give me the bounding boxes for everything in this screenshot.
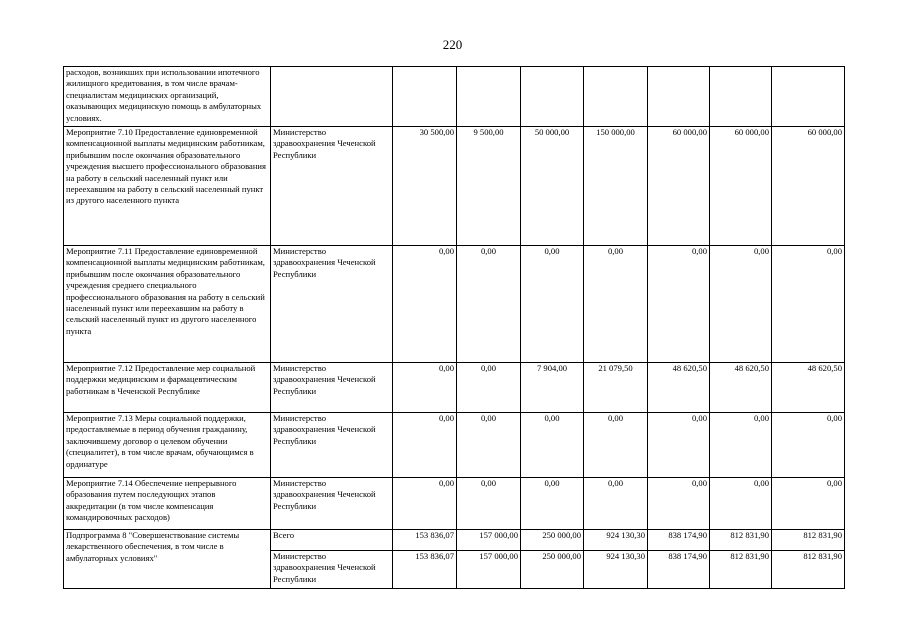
value-cell: 60 000,00 [772,127,845,246]
value-cell: 0,00 [772,413,845,478]
value-cell: 838 174,90 [648,530,710,551]
value-cell: 812 831,90 [710,530,772,551]
value-cell: 9 500,00 [457,127,521,246]
value-cell: 50 000,00 [521,127,584,246]
value-cell: 7 904,00 [521,363,584,413]
value-cell: 0,00 [710,413,772,478]
value-cell: 157 000,00 [457,551,521,589]
value-cell: 0,00 [710,478,772,530]
value-cell: 0,00 [393,246,457,363]
value-cell: 0,00 [772,246,845,363]
value-cell: 60 000,00 [710,127,772,246]
value-cell: 0,00 [710,246,772,363]
value-cell: 812 831,90 [772,530,845,551]
value-cell: 924 130,30 [584,530,648,551]
table-row [64,246,845,363]
value-cell: 0,00 [772,478,845,530]
table-row [64,127,845,246]
value-cell [648,67,710,127]
value-cell [521,67,584,127]
page-number: 220 [442,37,463,52]
value-cell: 153 836,07 [393,551,457,589]
value-cell: 48 620,50 [648,363,710,413]
value-cell: 0,00 [648,413,710,478]
value-cell [457,67,521,127]
responsible-org: Всего [271,530,393,551]
value-cell: 0,00 [457,363,521,413]
value-cell: 48 620,50 [772,363,845,413]
value-cell [393,67,457,127]
responsible-org: Министерство здравоохранения Чеченской Республики [271,127,393,246]
value-cell [710,67,772,127]
value-cell: 153 836,07 [393,530,457,551]
activity-description: Мероприятие 7.12 Предоставление мер социальной поддержки медицинским и фармацевтическим работникам в Чеченской Республике [64,363,271,413]
value-cell: 0,00 [521,478,584,530]
value-cell: 0,00 [457,478,521,530]
activity-description: Мероприятие 7.10 Предоставление единовременной компенсационной выплаты медицинским работникам, прибывшим после окончания образовательного учреждения высшего профессионального образования на работу в сельский населенный пункт или переехавшим на работу в сельский населенный пункт из другого населенного пункта [64,127,271,246]
table-row [64,363,845,413]
activity-description: Мероприятие 7.13 Меры социальной поддержки, предоставляемые в период обучения гражданину, заключившему договор о целевом обучении (специалитет), в том числе врачам, обучающимся в ординатуре [64,413,271,478]
responsible-org: Министерство здравоохранения Чеченской Республики [271,551,393,589]
value-cell: 0,00 [457,413,521,478]
responsible-org: Министерство здравоохранения Чеченской Республики [271,413,393,478]
value-cell: 30 500,00 [393,127,457,246]
value-cell: 0,00 [648,478,710,530]
value-cell: 0,00 [521,413,584,478]
value-cell: 0,00 [648,246,710,363]
responsible-org [271,67,393,127]
value-cell: 250 000,00 [521,530,584,551]
value-cell: 0,00 [393,413,457,478]
responsible-org: Министерство здравоохранения Чеченской Республики [271,478,393,530]
value-cell: 0,00 [584,246,648,363]
value-cell: 48 620,50 [710,363,772,413]
value-cell: 157 000,00 [457,530,521,551]
value-cell: 838 174,90 [648,551,710,589]
value-cell: 0,00 [521,246,584,363]
activity-description: Мероприятие 7.11 Предоставление единовременной компенсационной выплаты медицинским работникам, прибывшим после окончания образовательного учреждения среднего специального профессионального образования на работу в сельский населенный пункт или переехавшим на работу в сельский населенный пункт из другого населенного пункта [64,246,271,363]
responsible-org: Министерство здравоохранения Чеченской Республики [271,363,393,413]
table-row [64,413,845,478]
value-cell: 0,00 [393,363,457,413]
value-cell: 0,00 [457,246,521,363]
value-cell: 21 079,50 [584,363,648,413]
responsible-org: Министерство здравоохранения Чеченской Республики [271,246,393,363]
value-cell: 0,00 [584,413,648,478]
activity-description: Мероприятие 7.14 Обеспечение непрерывного образования путем последующих этапов аккредитации (в том числе компенсация командировочных расходов) [64,478,271,530]
value-cell: 812 831,90 [710,551,772,589]
table-row [64,478,845,530]
value-cell: 60 000,00 [648,127,710,246]
value-cell: 0,00 [393,478,457,530]
activity-description: расходов, возникших при использовании ипотечного жилищного кредитования, в том числе врачам-специалистам медицинских организаций, оказывающих медицинскую помощь в амбулаторных условиях. [64,67,271,127]
value-cell: 150 000,00 [584,127,648,246]
value-cell: 924 130,30 [584,551,648,589]
value-cell: 812 831,90 [772,551,845,589]
budget-table [63,66,845,589]
value-cell: 250 000,00 [521,551,584,589]
table-row [64,530,845,551]
subprogram-description: Подпрограмма 8 "Совершенствование системы лекарственного обеспечения, в том числе в амбулаторных условиях" [64,530,271,589]
value-cell [772,67,845,127]
value-cell: 0,00 [584,478,648,530]
table-row [64,67,845,127]
value-cell [584,67,648,127]
